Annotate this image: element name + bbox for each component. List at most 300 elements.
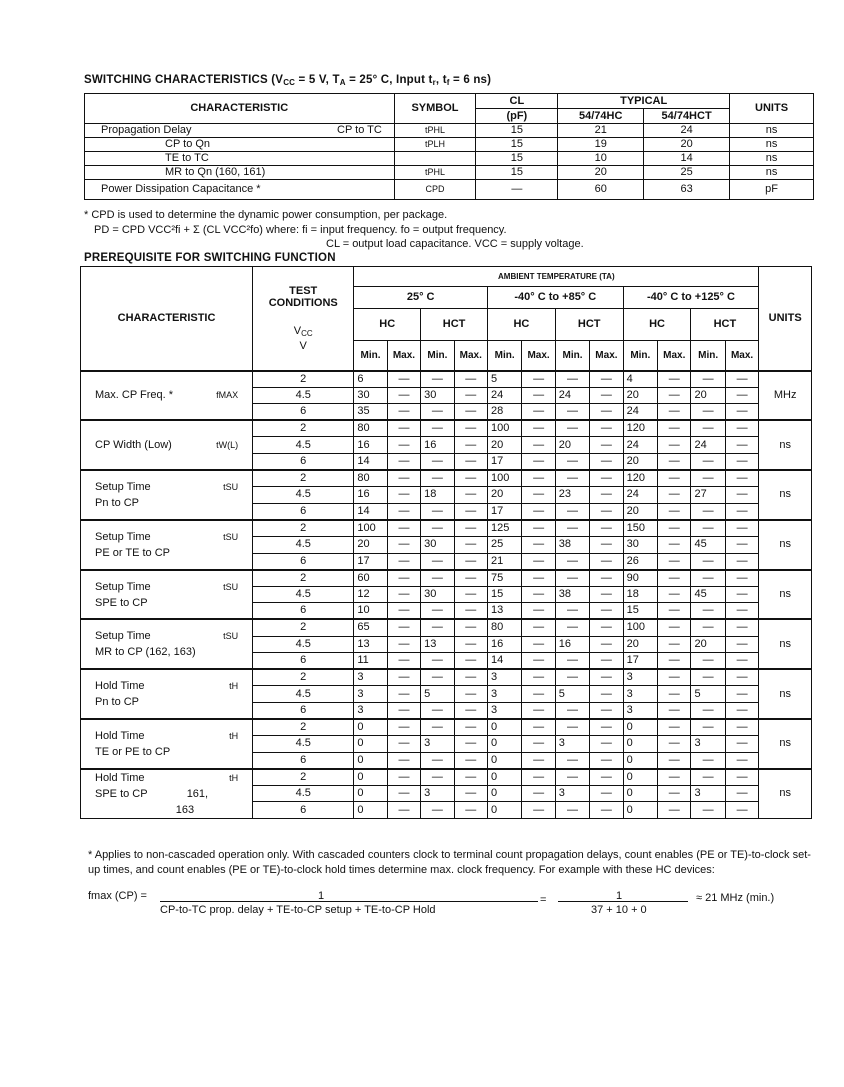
value-cell: 26 xyxy=(623,553,657,570)
value-cell: 20 xyxy=(623,453,657,470)
value-cell: — xyxy=(454,669,487,686)
equals-sign: = xyxy=(540,894,547,906)
value-cell: 30 xyxy=(354,387,387,404)
char-extra: 161, xyxy=(186,787,209,800)
value-cell: 0 xyxy=(487,719,521,736)
value-cell: 125 xyxy=(487,520,521,537)
prerequisite-row xyxy=(81,669,812,686)
value-cell: — xyxy=(725,603,758,620)
formula-numerator: 1 xyxy=(318,890,325,902)
symbol-cell: tPHL xyxy=(394,166,476,180)
units-cell: pF xyxy=(730,180,814,200)
value-cell: — xyxy=(691,702,725,719)
value-cell: — xyxy=(555,619,589,636)
prerequisite-table xyxy=(80,266,812,819)
char-symbol: tH xyxy=(229,772,239,783)
value-cell: — xyxy=(658,570,691,587)
vcc-cell: 6 xyxy=(253,453,354,470)
value-cell: — xyxy=(555,420,589,437)
value-cell: — xyxy=(454,420,487,437)
characteristic-cell xyxy=(81,669,253,719)
value-cell: 14 xyxy=(354,453,387,470)
path-label: CP to TC xyxy=(337,124,382,136)
value-cell: — xyxy=(387,686,420,703)
value-cell: 3 xyxy=(555,785,589,802)
value-cell: 45 xyxy=(691,586,725,603)
value-cell: 3 xyxy=(487,669,521,686)
characteristic-cell xyxy=(85,166,395,180)
char-path: TE or PE to CP xyxy=(95,745,171,758)
col-max: Max. xyxy=(454,341,487,371)
value-cell: — xyxy=(454,702,487,719)
value-cell: — xyxy=(454,536,487,553)
value-cell: — xyxy=(725,553,758,570)
value-cell: — xyxy=(725,536,758,553)
value-cell: 0 xyxy=(623,802,657,819)
value-cell: — xyxy=(658,686,691,703)
value-cell: 3 xyxy=(555,736,589,753)
value-cell: — xyxy=(387,520,420,537)
value-cell: 120 xyxy=(623,470,657,487)
col-hct: HCT xyxy=(555,309,623,341)
value-cell: 16 xyxy=(354,487,387,504)
col-hct: 54/74HCT xyxy=(644,109,730,124)
value-cell: — xyxy=(658,619,691,636)
char-label: Setup Time xyxy=(95,630,151,643)
value-cell: 3 xyxy=(421,785,454,802)
value-cell: — xyxy=(421,619,454,636)
value-cell: — xyxy=(590,553,623,570)
value-cell: — xyxy=(454,769,487,786)
fraction-bar xyxy=(558,901,688,902)
vcc-cell: 4.5 xyxy=(253,437,354,454)
value-cell: — xyxy=(522,619,555,636)
value-cell: — xyxy=(421,470,454,487)
col-max: Max. xyxy=(387,341,420,371)
value-cell: 20 xyxy=(623,503,657,520)
value-cell: — xyxy=(725,669,758,686)
value-cell: 11 xyxy=(354,653,387,670)
col-hc: 54/74HC xyxy=(558,109,644,124)
value-cell: — xyxy=(725,619,758,636)
vcc-cell: 2 xyxy=(253,520,354,537)
value-cell: — xyxy=(387,404,420,421)
char-path: SPE to CP xyxy=(95,787,148,800)
units-cell: ns xyxy=(730,124,814,138)
value-cell: — xyxy=(658,736,691,753)
value-cell: — xyxy=(387,536,420,553)
hc-cell: 20 xyxy=(558,166,644,180)
value-cell: 5 xyxy=(691,686,725,703)
value-cell: — xyxy=(691,603,725,620)
vcc-cell: 2 xyxy=(253,470,354,487)
value-cell: — xyxy=(658,669,691,686)
value-cell: — xyxy=(387,470,420,487)
value-cell: — xyxy=(658,603,691,620)
value-cell: — xyxy=(421,553,454,570)
value-cell: — xyxy=(555,453,589,470)
vcc-cell: 6 xyxy=(253,503,354,520)
value-cell: 21 xyxy=(487,553,521,570)
col-min: Min. xyxy=(487,341,521,371)
value-cell: 38 xyxy=(555,536,589,553)
value-cell: 20 xyxy=(555,437,589,454)
value-cell: 30 xyxy=(421,387,454,404)
value-cell: — xyxy=(387,453,420,470)
value-cell: 0 xyxy=(354,719,387,736)
value-cell: — xyxy=(691,570,725,587)
value-cell: — xyxy=(658,653,691,670)
value-cell: 15 xyxy=(623,603,657,620)
characteristic-cell xyxy=(85,124,395,138)
value-cell: — xyxy=(590,802,623,819)
characteristic-cell xyxy=(85,180,395,200)
value-cell: — xyxy=(725,586,758,603)
characteristic-cell xyxy=(81,769,253,819)
col-units: UNITS xyxy=(759,267,812,371)
value-cell: — xyxy=(454,802,487,819)
value-cell: — xyxy=(725,404,758,421)
vcc-cell: 2 xyxy=(253,719,354,736)
value-cell: — xyxy=(658,553,691,570)
value-cell: — xyxy=(454,570,487,587)
char-label: Hold Time xyxy=(95,729,145,742)
value-cell: — xyxy=(387,669,420,686)
value-cell: — xyxy=(522,371,555,388)
value-cell: 30 xyxy=(623,536,657,553)
value-cell: — xyxy=(590,603,623,620)
value-cell: — xyxy=(555,470,589,487)
characteristic-cell xyxy=(81,619,253,669)
units-cell: ns xyxy=(730,166,814,180)
char-path: SPE to CP xyxy=(95,596,148,609)
value-cell: — xyxy=(555,503,589,520)
value-cell: — xyxy=(454,785,487,802)
value-cell: — xyxy=(555,570,589,587)
value-cell: — xyxy=(590,719,623,736)
value-cell: — xyxy=(522,387,555,404)
footnote-text: * Applies to non-cascaded operation only. With cascaded counters clock to terminal count propagation delays, count enables (PE or TE)-to-clock set-up times, and count enables (PE or TE)-to-clock hold times determine max. clock frequency. For example with these HC devices: xyxy=(88,849,811,876)
char-label: CP Width (Low) xyxy=(95,439,172,452)
value-cell: — xyxy=(555,520,589,537)
formula-denominator: CP-to-TC prop. delay + TE-to-CP setup + TE-to-CP Hold xyxy=(160,904,436,916)
vcc-cell: 2 xyxy=(253,619,354,636)
value-cell: — xyxy=(421,520,454,537)
value-cell: — xyxy=(691,769,725,786)
value-cell: 38 xyxy=(555,586,589,603)
value-cell: 0 xyxy=(623,752,657,769)
value-cell: 0 xyxy=(623,719,657,736)
value-cell: 0 xyxy=(354,769,387,786)
col-hct: HCT xyxy=(691,309,759,341)
characteristic-cell xyxy=(81,719,253,769)
characteristic-cell xyxy=(81,520,253,570)
value-cell: — xyxy=(590,769,623,786)
value-cell: — xyxy=(454,437,487,454)
value-cell: 15 xyxy=(487,586,521,603)
hct-cell: 25 xyxy=(644,166,730,180)
units-cell: ns xyxy=(759,470,812,520)
value-cell: — xyxy=(691,719,725,736)
value-cell: 28 xyxy=(487,404,521,421)
value-cell: — xyxy=(387,653,420,670)
value-cell: — xyxy=(725,736,758,753)
col-max: Max. xyxy=(725,341,758,371)
result-denominator: 37 + 10 + 0 xyxy=(591,904,647,916)
value-cell: 45 xyxy=(691,536,725,553)
value-cell: — xyxy=(454,487,487,504)
value-cell: — xyxy=(522,570,555,587)
value-cell: 100 xyxy=(487,420,521,437)
value-cell: — xyxy=(522,785,555,802)
value-cell: — xyxy=(522,736,555,753)
prerequisite-row xyxy=(81,570,812,587)
value-cell: 3 xyxy=(487,686,521,703)
value-cell: — xyxy=(387,736,420,753)
switching-row xyxy=(85,124,814,138)
value-cell: 0 xyxy=(354,785,387,802)
value-cell: — xyxy=(454,603,487,620)
value-cell: — xyxy=(590,736,623,753)
value-cell: 24 xyxy=(555,387,589,404)
value-cell: 25 xyxy=(487,536,521,553)
value-cell: 100 xyxy=(354,520,387,537)
value-cell: — xyxy=(590,653,623,670)
value-cell: — xyxy=(555,404,589,421)
value-cell: — xyxy=(590,470,623,487)
value-cell: — xyxy=(590,570,623,587)
hc-cell: 21 xyxy=(558,124,644,138)
value-cell: — xyxy=(387,785,420,802)
value-cell: — xyxy=(421,702,454,719)
value-cell: — xyxy=(454,619,487,636)
symbol-cell xyxy=(394,152,476,166)
vcc-cell: 2 xyxy=(253,669,354,686)
value-cell: — xyxy=(658,503,691,520)
char-label: Setup Time xyxy=(95,530,151,543)
value-cell: — xyxy=(387,619,420,636)
vcc-cell: 4.5 xyxy=(253,686,354,703)
value-cell: — xyxy=(590,586,623,603)
value-cell: 75 xyxy=(487,570,521,587)
value-cell: — xyxy=(725,470,758,487)
note-line: PD = CPD VCC²fi + Σ (CL VCC²fo) where: fi = input frequency. fo = output frequency. xyxy=(94,223,507,236)
vcc-cell: 2 xyxy=(253,769,354,786)
value-cell: 100 xyxy=(487,470,521,487)
col-min: Min. xyxy=(354,341,387,371)
value-cell: — xyxy=(658,719,691,736)
value-cell: — xyxy=(658,420,691,437)
prerequisite-row xyxy=(81,719,812,736)
value-cell: — xyxy=(725,719,758,736)
value-cell: 0 xyxy=(354,736,387,753)
prerequisite-row xyxy=(81,619,812,636)
value-cell: 17 xyxy=(354,553,387,570)
value-cell: — xyxy=(590,420,623,437)
value-cell: — xyxy=(725,769,758,786)
value-cell: — xyxy=(421,752,454,769)
value-cell: — xyxy=(555,553,589,570)
col-ambient-temperature: AMBIENT TEMPERATURE (TA) xyxy=(354,267,759,287)
value-cell: 80 xyxy=(487,619,521,636)
value-cell: — xyxy=(555,702,589,719)
fmax-formula xyxy=(88,889,823,921)
value-cell: 20 xyxy=(487,487,521,504)
hc-cell: 19 xyxy=(558,138,644,152)
prerequisite-row xyxy=(81,520,812,537)
value-cell: — xyxy=(421,653,454,670)
switching-row xyxy=(85,152,814,166)
cl-cell: 15 xyxy=(476,166,558,180)
col-hc: HC xyxy=(623,309,691,341)
cl-cell: 15 xyxy=(476,138,558,152)
value-cell: — xyxy=(522,686,555,703)
value-cell: — xyxy=(658,769,691,786)
value-cell: 80 xyxy=(354,470,387,487)
hct-cell: 20 xyxy=(644,138,730,152)
value-cell: — xyxy=(725,520,758,537)
value-cell: 20 xyxy=(354,536,387,553)
value-cell: — xyxy=(725,752,758,769)
char-label: Hold Time xyxy=(95,771,145,784)
characteristic-cell xyxy=(81,570,253,620)
path-label: CP to Qn xyxy=(165,138,211,150)
value-cell: — xyxy=(454,719,487,736)
value-cell: — xyxy=(691,371,725,388)
switching-characteristics-table xyxy=(84,93,814,200)
value-cell: — xyxy=(421,404,454,421)
switching-row xyxy=(85,166,814,180)
col-test-conditions: TEST CONDITIONS $V_{CC}$ V xyxy=(253,267,354,371)
value-cell: — xyxy=(658,586,691,603)
value-cell: 24 xyxy=(691,437,725,454)
value-cell: — xyxy=(522,520,555,537)
value-cell: 3 xyxy=(691,736,725,753)
value-cell: — xyxy=(725,387,758,404)
units-cell: ns xyxy=(759,570,812,620)
value-cell: — xyxy=(725,371,758,388)
value-cell: 24 xyxy=(487,387,521,404)
value-cell: — xyxy=(387,802,420,819)
value-cell: 3 xyxy=(623,686,657,703)
value-cell: — xyxy=(725,487,758,504)
col-min: Min. xyxy=(691,341,725,371)
col-min: Min. xyxy=(555,341,589,371)
value-cell: 14 xyxy=(487,653,521,670)
value-cell: — xyxy=(421,603,454,620)
value-cell: — xyxy=(590,520,623,537)
col-hct: HCT xyxy=(421,309,488,341)
prerequisite-row xyxy=(81,420,812,437)
value-cell: — xyxy=(590,371,623,388)
char-symbol: tSU xyxy=(223,481,239,492)
value-cell: 24 xyxy=(623,437,657,454)
value-cell: — xyxy=(555,371,589,388)
value-cell: — xyxy=(725,453,758,470)
vcc-cell: 6 xyxy=(253,802,354,819)
value-cell: 3 xyxy=(354,702,387,719)
value-cell: — xyxy=(454,453,487,470)
value-cell: — xyxy=(387,586,420,603)
value-cell: — xyxy=(454,553,487,570)
footnote xyxy=(88,848,823,877)
units-cell: ns xyxy=(730,138,814,152)
units-cell: ns xyxy=(759,719,812,769)
value-cell: — xyxy=(590,503,623,520)
hct-cell: 24 xyxy=(644,124,730,138)
value-cell: 4 xyxy=(623,371,657,388)
value-cell: — xyxy=(590,785,623,802)
fraction-bar xyxy=(160,901,538,902)
value-cell: — xyxy=(590,619,623,636)
value-cell: — xyxy=(454,387,487,404)
value-cell: — xyxy=(522,536,555,553)
value-cell: 20 xyxy=(691,636,725,653)
symbol-cell: tPHL xyxy=(394,124,476,138)
col-characteristic: CHARACTERISTIC xyxy=(85,94,395,124)
switching-row xyxy=(85,180,814,200)
char-path: Pn to CP xyxy=(95,496,140,509)
value-cell: — xyxy=(725,686,758,703)
value-cell: — xyxy=(590,387,623,404)
char-extra: 163 xyxy=(175,803,195,816)
value-cell: — xyxy=(454,736,487,753)
vcc-cell: 6 xyxy=(253,603,354,620)
value-cell: — xyxy=(387,719,420,736)
value-cell: — xyxy=(387,371,420,388)
char-path: MR to CP (162, 163) xyxy=(95,646,196,659)
value-cell: — xyxy=(691,404,725,421)
characteristic-cell xyxy=(81,420,253,470)
vcc-cell: 4.5 xyxy=(253,736,354,753)
char-symbol: tSU xyxy=(223,631,239,642)
value-cell: 150 xyxy=(623,520,657,537)
value-cell: 60 xyxy=(354,570,387,587)
value-cell: — xyxy=(421,420,454,437)
value-cell: — xyxy=(387,702,420,719)
value-cell: — xyxy=(725,636,758,653)
value-cell: — xyxy=(522,603,555,620)
value-cell: — xyxy=(522,420,555,437)
value-cell: — xyxy=(691,470,725,487)
value-cell: 0 xyxy=(487,802,521,819)
value-cell: 20 xyxy=(623,387,657,404)
cl-cell: 15 xyxy=(476,124,558,138)
col-characteristic: CHARACTERISTIC xyxy=(81,267,253,371)
value-cell: — xyxy=(555,719,589,736)
value-cell: — xyxy=(590,536,623,553)
value-cell: — xyxy=(725,420,758,437)
value-cell: — xyxy=(658,702,691,719)
units-cell: ns xyxy=(759,520,812,570)
vcc-cell: 4.5 xyxy=(253,636,354,653)
value-cell: 3 xyxy=(354,669,387,686)
value-cell: — xyxy=(522,404,555,421)
value-cell: 0 xyxy=(487,785,521,802)
vcc-cell: 4.5 xyxy=(253,586,354,603)
value-cell: — xyxy=(658,636,691,653)
value-cell: 10 xyxy=(354,603,387,620)
value-cell: — xyxy=(522,487,555,504)
characteristic-cell xyxy=(81,371,253,421)
value-cell: — xyxy=(387,437,420,454)
cpd-notes xyxy=(84,208,804,252)
units-cell: MHz xyxy=(759,371,812,421)
value-cell: — xyxy=(555,752,589,769)
col-min: Min. xyxy=(623,341,657,371)
vcc-cell: 2 xyxy=(253,371,354,388)
units-cell: ns xyxy=(759,420,812,470)
